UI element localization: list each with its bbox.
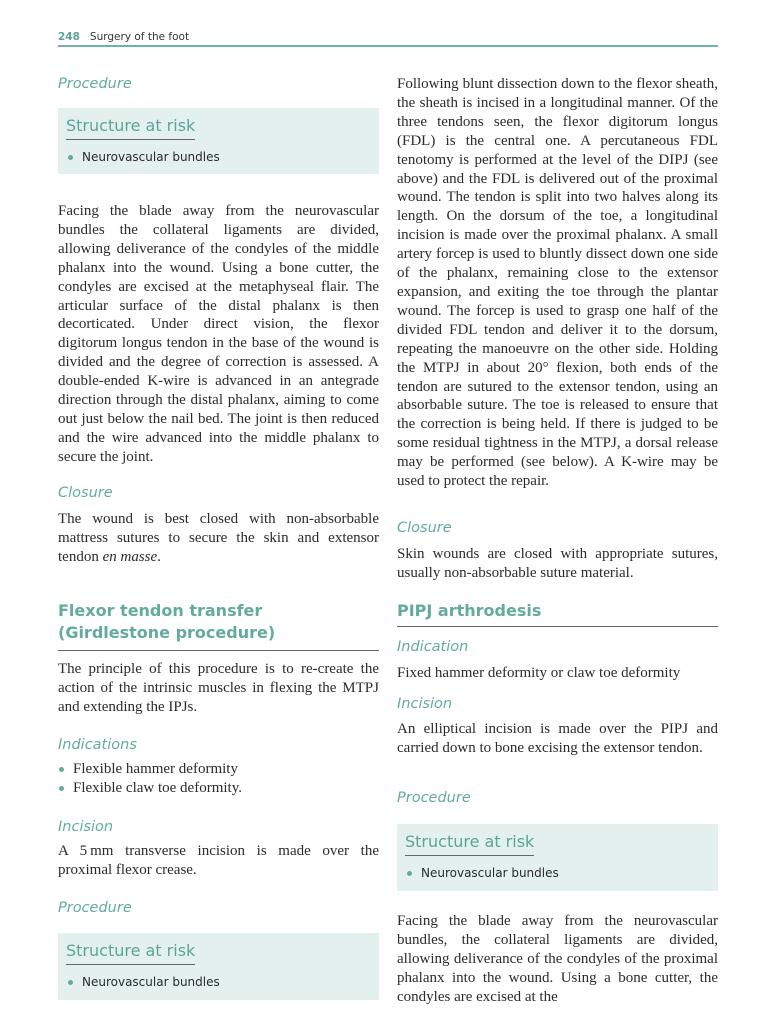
section-title-pipj: PIPJ arthrodesis [397,600,718,627]
indication-paragraph: Fixed hammer deformity or claw toe deformity [397,665,681,681]
structure-at-risk-box-3 [397,824,718,891]
closure-heading-right: Closure [397,520,452,536]
incision-heading-right: Incision [397,696,453,712]
risk-box-title: Structure at risk [66,115,195,140]
risk-item: Neurovascular bundles [66,149,371,165]
indication-heading: Indication [397,639,469,655]
pipj-procedure-paragraph: Facing the blade away from the neurovascular bundles, the collateral ligaments are divided, allowing deliverance of the condyles of the proximal phalanx into the wound. Using a bone cutter, the condyles are excised at the [397,913,718,1005]
bullet-icon [59,767,64,772]
procedure-heading: Procedure [58,76,132,92]
structure-at-risk-box-2 [58,933,379,1000]
indications-list [58,760,379,798]
section-title-girdlestone: Flexor tendon transfer (Girdlestone procedure) [58,600,379,651]
list-item: Flexible claw toe deformity. [58,779,379,798]
indications-heading: Indications [58,737,137,753]
closure-paragraph: The wound is best closed with non-absorbable mattress sutures to secure the skin and extensor tendon en masse. [58,511,379,565]
list-item: Flexible hammer deformity [58,760,379,779]
bullet-icon [59,786,64,791]
risk-item: Neurovascular bundles [66,974,371,990]
risk-box-title: Structure at risk [66,940,195,965]
running-header [58,30,718,47]
closure-paragraph-right: Skin wounds are closed with appropriate sutures, usually non-absorbable suture material. [397,546,718,581]
procedure-paragraph: Facing the blade away from the neurovascular bundles the collateral ligaments are divided, allowing deliverance of the condyles of the middle phalanx into the wound. Using a bone cutter, the condyles are excised at the metaphyseal flair. The articular surface of the distal phalanx is then decorticated. Under direct vision, the flexor digitorum longus tendon in the base of the wound is divided and the degree of correction is assessed. A double-ended K-wire is advanced in an antegrade direction through the distal phalanx, aiming to come out just below the nail bed. The joint is then reduced and the wire advanced into the middle phalanx to secure the joint. [58,203,379,465]
procedure-heading-2: Procedure [58,900,132,916]
incision-paragraph: A 5 mm transverse incision is made over the proximal flexor crease. [58,843,379,878]
risk-box-title: Structure at risk [405,831,534,856]
structure-at-risk-box [58,108,379,174]
incision-paragraph-right: An elliptical incision is made over the PIPJ and carried down to bone excising the extensor tendon. [397,721,718,756]
section-intro-paragraph: The principle of this procedure is to re-create the action of the intrinsic muscles in flexing the MTPJ and extending the IPJs. [58,661,379,715]
tendon-transfer-procedure-paragraph: Following blunt dissection down to the flexor sheath, the sheath is incised in a longitudinal manner. Of the three tendons seen, the flexor digitorum longus (FDL) is the central one. A percutaneous FDL tenotomy is performed at the level of the DIPJ (see above) and the FDL is delivered out of the proximal wound. The tendon is split into two halves along its length. On the dorsum of the toe, a longitudinal incision is made over the proximal phalanx. A small artery forcep is used to bluntly dissect down one side of the phalanx, remaining close to the extensor expansion, and exiting the toe through the plantar wound. The forcep is used to grasp one half of the divided FDL tendon and deliver it to the dorsum, repeating the manoeuvre on the other side. Holding the MTPJ in about 20° flexion, both ends of the tendon are sutured to the extensor tendon, using an absorbable suture. The toe is released to ensure that the correction is being held. If there is judged to be some residual tightness in the MTPJ, a dorsal release may be performed (see below). A K-wire may be used to protect the repair. [397,76,718,490]
page-number: 248 [58,31,80,43]
risk-item: Neurovascular bundles [405,865,710,881]
closure-heading: Closure [58,485,113,501]
bullet-icon [407,871,412,876]
running-title: Surgery of the foot [89,31,190,43]
incision-heading: Incision [58,819,114,835]
bullet-icon [68,980,73,985]
bullet-icon [68,155,73,160]
procedure-heading-right: Procedure [397,790,471,806]
